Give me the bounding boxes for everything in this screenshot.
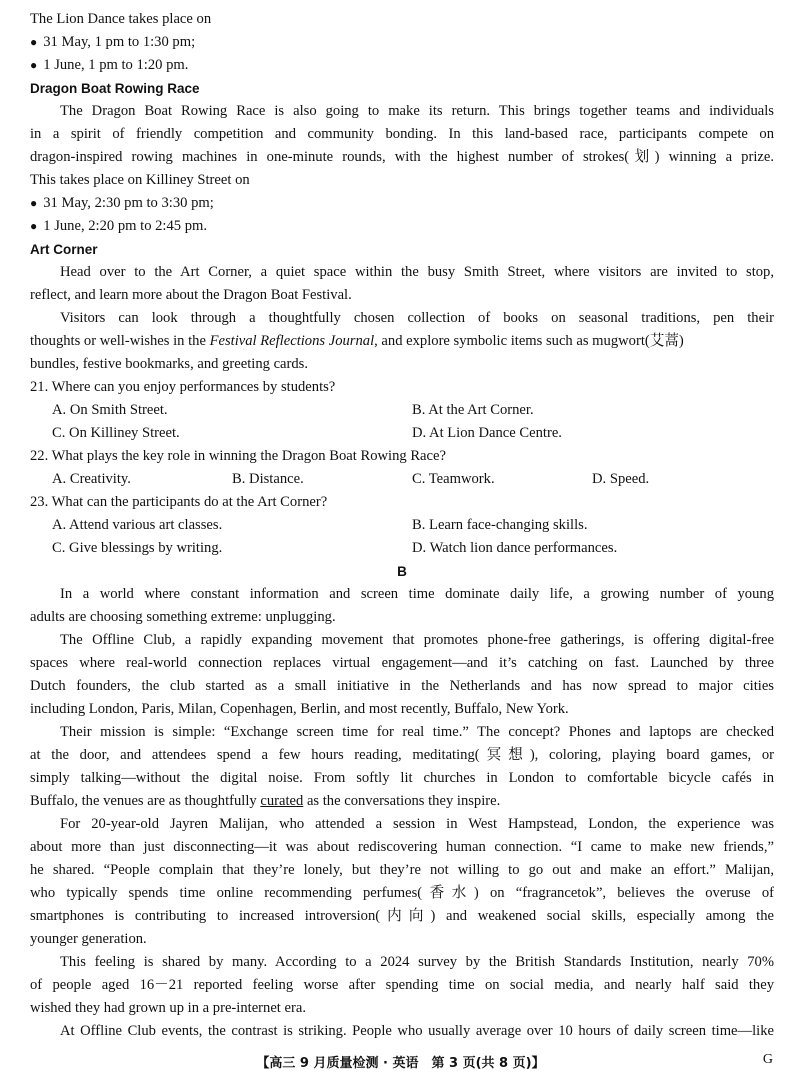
option-a: A. Creativity. <box>52 471 131 487</box>
art-para-line-journal <box>30 330 774 353</box>
option-d: D. Watch lion dance performances. <box>412 540 618 556</box>
journal-title: Festival Reflections Journal <box>209 333 375 349</box>
dragon-time-1: ● 31 May, 2:30 pm to 3:30 pm; <box>30 192 774 215</box>
dragon-heading: Dragon Boat Rowing Race <box>30 81 200 96</box>
art-heading: Art Corner <box>30 242 98 257</box>
passage-line: smartphones is contributing to increased introversion(内向) and weakened social skills, especially among the <box>30 908 774 924</box>
question-23-options-row <box>30 537 774 560</box>
lion-time-2: ● 1 June, 1 pm to 1:20 pm. <box>30 54 774 77</box>
dragon-location: This takes place on Killiney Street on <box>30 172 250 188</box>
passage-line: Dutch founders, the club started as a small initiative in the Netherlands and has now spread to major cities <box>30 678 774 694</box>
question-22-options-row <box>30 468 774 491</box>
passage-line: At Offline Club events, the contrast is striking. People who usually average over 10 hours of daily screen time—like <box>60 1023 774 1039</box>
option-c: C. On Killiney Street. <box>52 425 180 441</box>
passage-line: This feeling is shared by many. According to a 2024 survey by the British Standards Institution, nearly 70% <box>60 954 774 970</box>
lion-time-1: ● 31 May, 1 pm to 1:30 pm; <box>30 31 774 54</box>
passage-line: younger generation. <box>30 931 147 947</box>
paper-version-letter: G <box>762 1052 773 1067</box>
page-footer: 【高三 9 月质量检测 · 英语 第 3 页(共 8 页)】 <box>256 1056 545 1071</box>
passage-line: Their mission is simple: “Exchange screen time for real time.” The concept? Phones and laptops are checked <box>60 724 774 740</box>
question-23-stem: 23. What can the participants do at the Art Corner? <box>30 494 328 510</box>
document-page <box>30 8 774 1043</box>
passage-text: as the conversations they inspire. <box>303 793 501 809</box>
dragon-para-line: dragon-inspired rowing machines in one-minute rounds, with the highest number of strokes(划) winning a prize. <box>30 149 774 165</box>
dragon-para-line: The Dragon Boat Rowing Race is also going to make its return. This brings together teams and individuals <box>60 103 774 119</box>
option-a: A. Attend various art classes. <box>52 517 223 533</box>
passage-line: at the door, and attendees spend a few hours reading, meditating(冥想), coloring, playing board games, or <box>30 747 774 763</box>
art-text: thoughts or well-wishes in the <box>30 333 210 349</box>
underlined-word-curated: curated <box>260 793 304 809</box>
question-21-stem: 21. Where can you enjoy performances by students? <box>30 379 336 395</box>
passage-line: wished they had grown up in a pre-internet era. <box>30 1000 306 1016</box>
dragon-time-2: ● 1 June, 2:20 pm to 2:45 pm. <box>30 215 774 238</box>
passage-line: The Offline Club, a rapidly expanding movement that promotes phone-free gatherings, is offering digital-free <box>60 632 774 648</box>
passage-line: adults are choosing something extreme: unplugging. <box>30 609 336 625</box>
option-c: C. Teamwork. <box>412 471 495 487</box>
question-21-options-row <box>30 422 774 445</box>
passage-line: about more than just disconnecting—it was about rediscovering human connection. “I came to make new friends,” <box>30 839 774 855</box>
option-d: D. At Lion Dance Centre. <box>412 425 562 441</box>
question-22-stem: 22. What plays the key role in winning the Dragon Boat Rowing Race? <box>30 448 446 464</box>
passage-line: he shared. “People complain that they’re lonely, but they’re not willing to go out and make an effort.” Malijan, <box>30 862 774 878</box>
question-21-options-row <box>30 399 774 422</box>
dragon-para-line: in a spirit of friendly competition and community bonding. In this land-based race, participants compete on <box>30 126 774 142</box>
option-b: B. At the Art Corner. <box>412 402 534 418</box>
passage-text: Buffalo, the venues are as thoughtfully <box>30 793 261 809</box>
art-para-line: bundles, festive bookmarks, and greeting cards. <box>30 356 309 372</box>
passage-line: of people aged 16－21 reported feeling worse after spending time on social media, and nearly half said they <box>30 977 774 993</box>
lion-intro: The Lion Dance takes place on <box>30 11 212 27</box>
art-para-line: Head over to the Art Corner, a quiet space within the busy Smith Street, where visitors are invited to stop, <box>60 264 774 280</box>
option-c: C. Give blessings by writing. <box>52 540 223 556</box>
option-a: A. On Smith Street. <box>52 402 168 418</box>
question-23-options-row <box>30 514 774 537</box>
passage-line: including London, Paris, Milan, Copenhagen, Berlin, and most recently, Buffalo, New York. <box>30 701 569 717</box>
passage-line: In a world where constant information and screen time dominate daily life, a growing number of young <box>60 586 774 602</box>
passage-line-curated <box>30 790 774 813</box>
art-para-line: reflect, and learn more about the Dragon Boat Festival. <box>30 287 352 303</box>
option-d: D. Speed. <box>592 471 650 487</box>
passage-line: simply talking—without the digital noise. From softly lit churches in London to comfortable bicycle cafés in <box>30 770 774 786</box>
passage-line: For 20-year-old Jayren Malijan, who attended a session in West Hampstead, London, the experience was <box>60 816 774 832</box>
section-b-label: B <box>397 564 407 579</box>
art-para-line: Visitors can look through a thoughtfully chosen collection of books on seasonal traditions, pen their <box>60 310 774 326</box>
passage-line: who typically spends time online recommending perfumes(香水) on “fragrancetok”, believes the overuse of <box>30 885 774 901</box>
art-text: , and explore symbolic items such as mugwort(艾蒿) <box>374 333 684 349</box>
passage-line: spaces where real-world connection replaces virtual engagement—and it’s catching on fast. Launched by three <box>30 655 774 671</box>
option-b: B. Distance. <box>232 471 304 487</box>
option-b: B. Learn face-changing skills. <box>412 517 588 533</box>
